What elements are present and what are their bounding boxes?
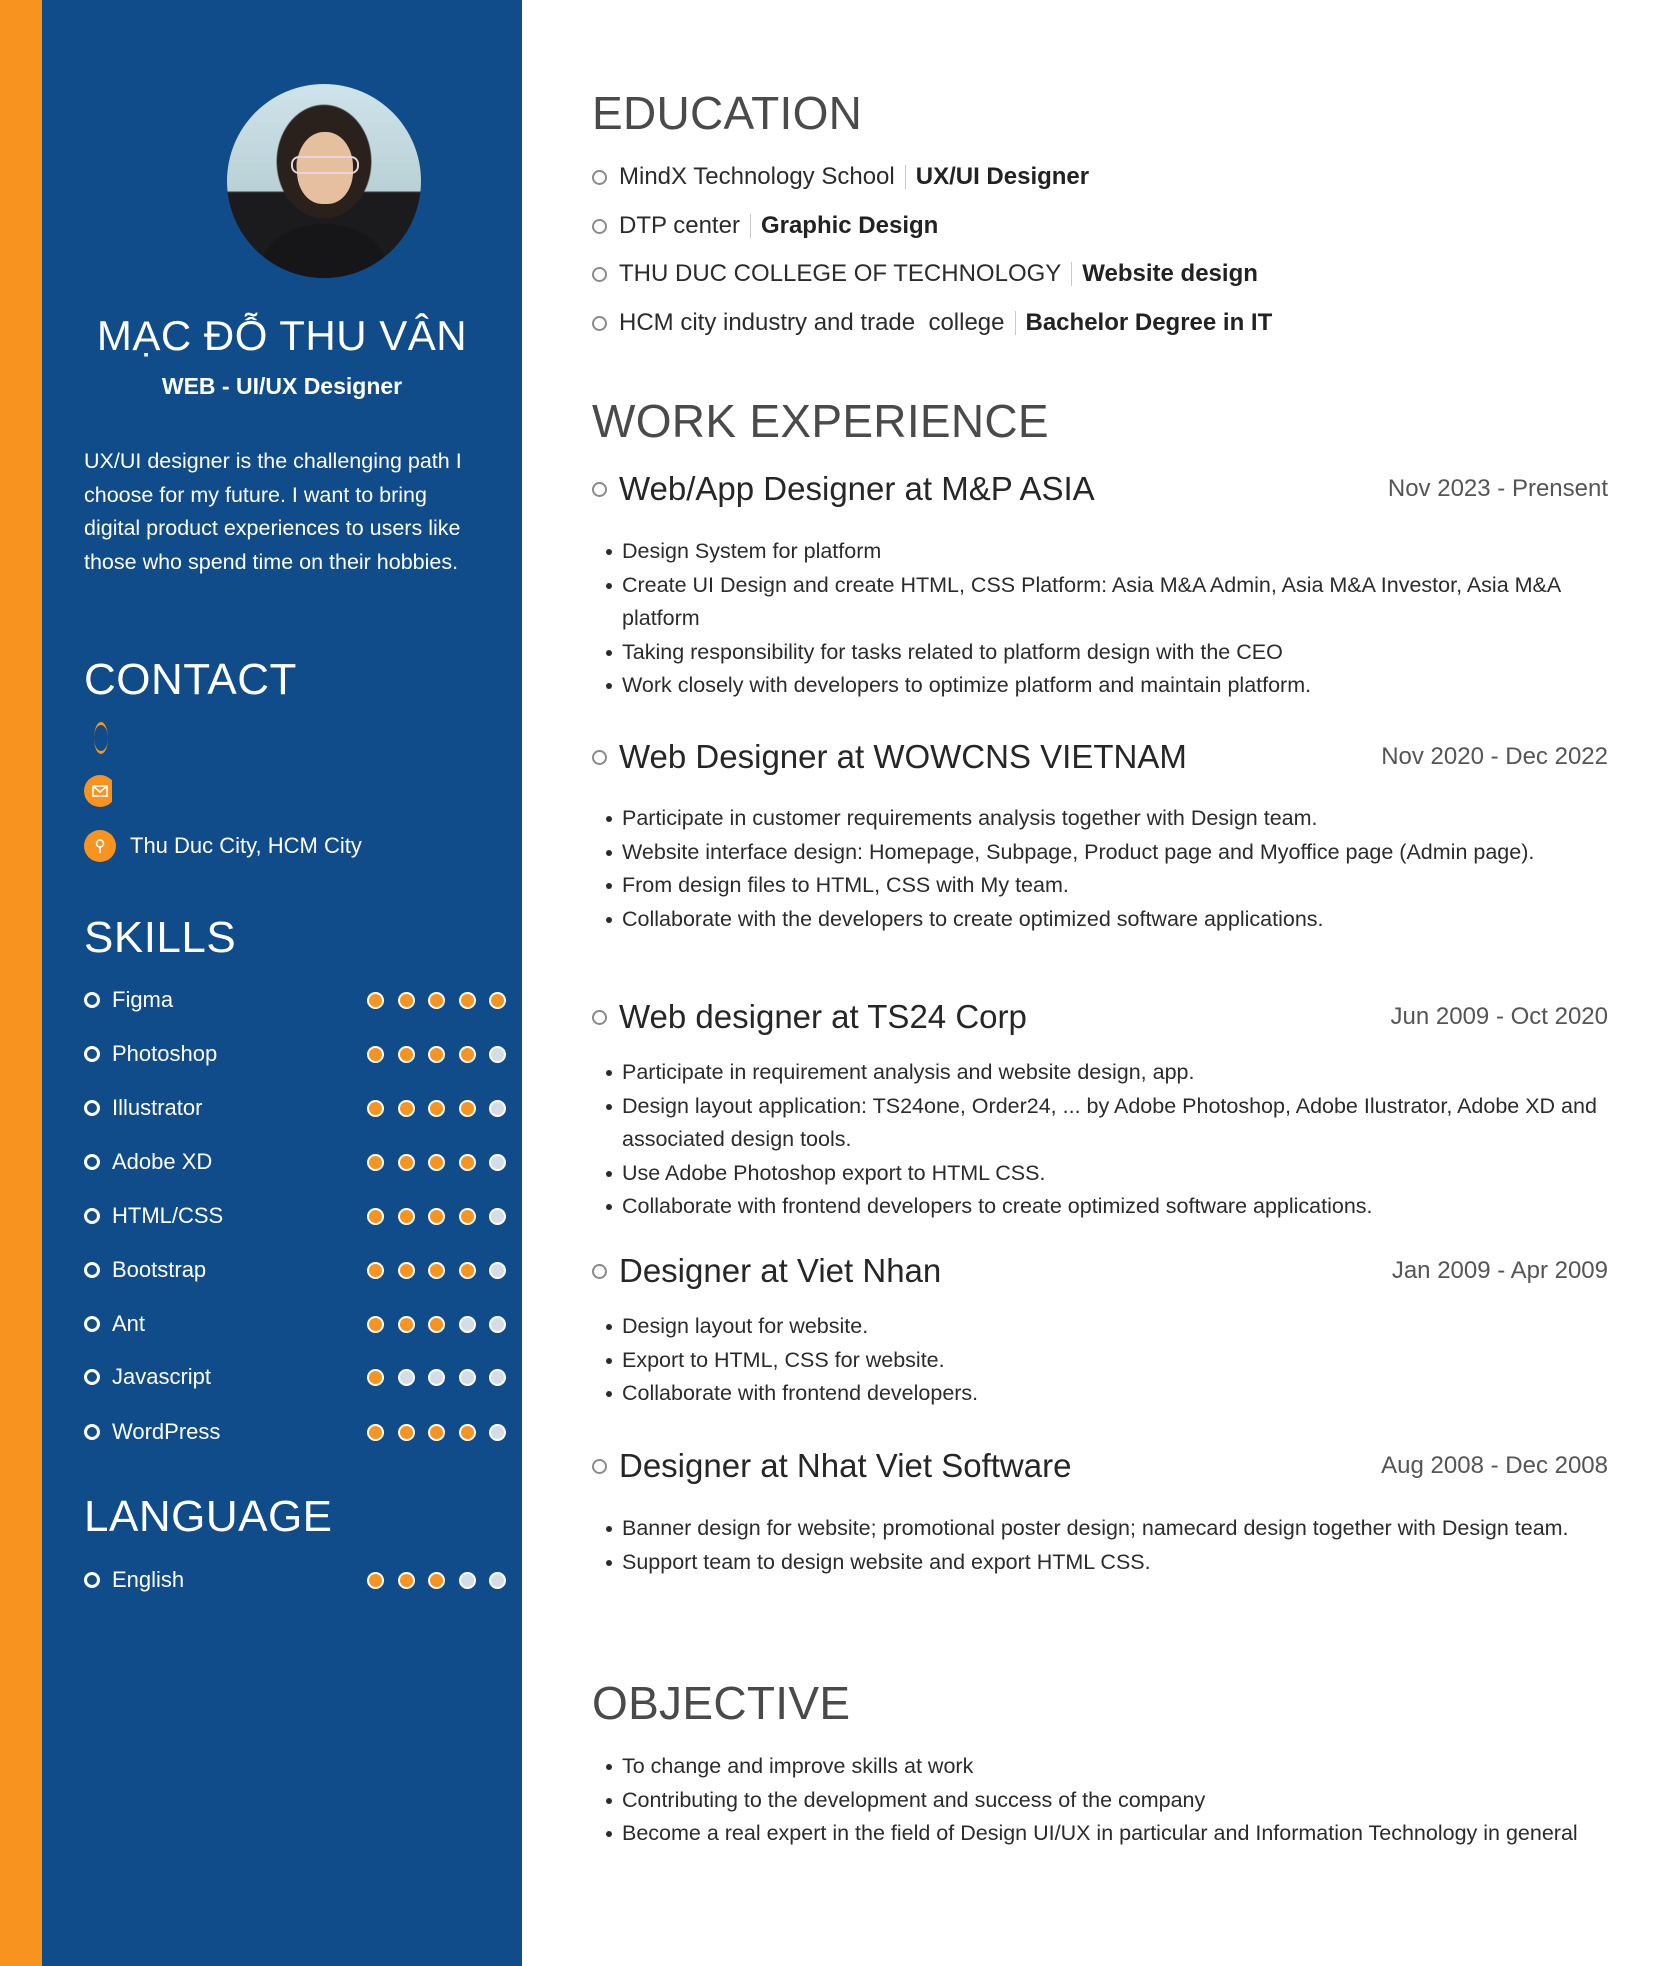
job-bullet: Design layout for website. (622, 1310, 1608, 1344)
contact-email[interactable] (84, 775, 126, 807)
language-rating (367, 1572, 506, 1589)
language-name: English (112, 1567, 185, 1592)
rating-dot-filled-icon (398, 1154, 415, 1171)
divider (1015, 311, 1016, 335)
rating-dot-empty-icon (459, 1572, 476, 1589)
rating-dot-empty-icon (398, 1369, 415, 1386)
education-item (592, 309, 1272, 337)
experience-heading: WORK EXPERIENCE (592, 395, 1049, 447)
skills-heading: SKILLS (84, 913, 237, 962)
rating-dot-filled-icon (428, 1316, 445, 1333)
rating-dot-empty-icon (459, 1316, 476, 1333)
rating-dot-filled-icon (459, 1262, 476, 1279)
avatar-shirt (263, 224, 385, 278)
rating-dot-empty-icon (489, 1572, 506, 1589)
ring-bullet-icon (84, 1208, 100, 1224)
rating-dot-filled-icon (367, 1369, 384, 1386)
rating-dot-filled-icon (459, 1100, 476, 1117)
rating-dot-empty-icon (459, 1369, 476, 1386)
job-bullet: Banner design for website; promotional poster design; namecard design together with Design team. (622, 1512, 1608, 1546)
phone-icon (84, 722, 112, 754)
education-degree: Graphic Design (760, 212, 939, 239)
job-bullet: Design System for platform (622, 535, 1608, 569)
ring-bullet-icon (84, 1262, 100, 1278)
job-bullets (622, 1056, 1608, 1224)
job-bullet: Use Adobe Photoshop export to HTML CSS. (622, 1157, 1608, 1191)
skill-row (84, 1310, 506, 1338)
email-icon (84, 775, 112, 807)
ring-bullet-icon (592, 267, 607, 282)
rating-dot-filled-icon (428, 1208, 445, 1225)
job-bullet: Taking responsibility for tasks related to platform design with the CEO (622, 636, 1608, 670)
ring-bullet-icon (592, 482, 607, 497)
ring-bullet-icon (592, 1459, 607, 1474)
skill-row (84, 1363, 506, 1391)
skill-name: Photoshop (112, 1041, 218, 1066)
rating-dot-filled-icon (459, 992, 476, 1009)
job-date: Aug 2008 - Dec 2008 (1381, 1452, 1608, 1479)
objective-bullet: To change and improve skills at work (622, 1750, 1608, 1784)
skill-rating (367, 1046, 506, 1063)
rating-dot-filled-icon (367, 1154, 384, 1171)
education-degree: UX/UI Designer (915, 163, 1090, 190)
skill-name: Adobe XD (112, 1149, 213, 1174)
job-title: Web Designer at WOWCNS VIETNAM (619, 738, 1187, 775)
job-header (592, 1252, 1608, 1290)
rating-dot-filled-icon (428, 1424, 445, 1441)
divider (905, 165, 906, 189)
job-bullets (622, 1310, 1608, 1411)
avatar (227, 84, 421, 278)
rating-dot-empty-icon (489, 1262, 506, 1279)
education-degree: Website design (1082, 260, 1258, 287)
rating-dot-empty-icon (489, 1424, 506, 1441)
education-degree: Bachelor Degree in IT (1025, 309, 1273, 336)
divider (1071, 262, 1072, 286)
contact-location (84, 830, 362, 862)
rating-dot-filled-icon (367, 1208, 384, 1225)
ring-bullet-icon (592, 750, 607, 765)
objective-list (622, 1750, 1608, 1851)
skill-name: Figma (112, 987, 174, 1012)
objective-bullet: Contributing to the development and success of the company (622, 1784, 1608, 1818)
education-school: HCM city industry and trade college (619, 309, 1005, 336)
skill-name: Illustrator (112, 1095, 203, 1120)
ring-bullet-icon (592, 1264, 607, 1279)
job-title: Designer at Viet Nhan (619, 1252, 942, 1289)
rating-dot-empty-icon (489, 1046, 506, 1063)
job-date: Nov 2023 - Prensent (1387, 475, 1608, 502)
rating-dot-filled-icon (367, 1262, 384, 1279)
ring-bullet-icon (84, 1572, 100, 1588)
rating-dot-filled-icon (459, 1424, 476, 1441)
language-heading: LANGUAGE (84, 1492, 333, 1541)
ring-bullet-icon (592, 316, 607, 331)
ring-bullet-icon (84, 992, 100, 1008)
job-bullet: Support team to design website and export HTML CSS. (622, 1546, 1608, 1580)
job-header (592, 738, 1608, 776)
job-bullets (622, 802, 1608, 936)
job-bullets (622, 535, 1608, 703)
ring-bullet-icon (592, 219, 607, 234)
skill-rating (367, 1424, 506, 1441)
skill-row (84, 1094, 506, 1122)
job-bullet: Design layout application: TS24one, Order24, ... by Adobe Photoshop, Adobe Ilustrator, Adobe XD and associated design tools. (622, 1090, 1608, 1157)
rating-dot-filled-icon (398, 1262, 415, 1279)
skill-rating (367, 1316, 506, 1333)
skill-rating (367, 1154, 506, 1171)
rating-dot-filled-icon (428, 1100, 445, 1117)
skill-rating (367, 1100, 506, 1117)
ring-bullet-icon (592, 170, 607, 185)
rating-dot-empty-icon (489, 1100, 506, 1117)
contact-phone[interactable] (84, 722, 126, 754)
rating-dot-filled-icon (398, 1046, 415, 1063)
ring-bullet-icon (84, 1154, 100, 1170)
skill-row (84, 1418, 506, 1446)
ring-bullet-icon (84, 1316, 100, 1332)
job-bullets (622, 1512, 1608, 1579)
objective-heading: OBJECTIVE (592, 1677, 851, 1729)
ring-bullet-icon (84, 1046, 100, 1062)
skill-row (84, 1148, 506, 1176)
rating-dot-filled-icon (398, 1316, 415, 1333)
job-date: Jan 2009 - Apr 2009 (1391, 1257, 1608, 1284)
ring-bullet-icon (84, 1369, 100, 1385)
rating-dot-filled-icon (428, 1046, 445, 1063)
job-header (592, 1447, 1608, 1485)
rating-dot-filled-icon (459, 1208, 476, 1225)
rating-dot-filled-icon (428, 1154, 445, 1171)
rating-dot-filled-icon (428, 992, 445, 1009)
rating-dot-empty-icon (428, 1369, 445, 1386)
job-title: Designer at Nhat Viet Software (619, 1447, 1072, 1484)
rating-dot-empty-icon (489, 1316, 506, 1333)
skill-name: Ant (112, 1311, 146, 1336)
job-date: Nov 2020 - Dec 2022 (1381, 743, 1608, 770)
location-icon (84, 830, 116, 862)
skill-rating (367, 1208, 506, 1225)
job-bullet: Collaborate with frontend developers to create optimized software applications. (622, 1190, 1608, 1224)
skill-row (84, 1256, 506, 1284)
rating-dot-filled-icon (367, 1046, 384, 1063)
rating-dot-filled-icon (459, 1154, 476, 1171)
job-bullet: Create UI Design and create HTML, CSS Platform: Asia M&A Admin, Asia M&A Investor, Asia M&A platform (622, 569, 1608, 636)
rating-dot-empty-icon (489, 1369, 506, 1386)
rating-dot-empty-icon (489, 1154, 506, 1171)
accent-strip (0, 0, 42, 1966)
candidate-name: MẠC ĐỖ THU VÂN (96, 312, 468, 359)
education-school: THU DUC COLLEGE OF TECHNOLOGY (619, 260, 1062, 287)
education-item (592, 260, 1258, 288)
rating-dot-filled-icon (398, 1100, 415, 1117)
candidate-role: WEB - UI/UX Designer (161, 373, 403, 399)
rating-dot-filled-icon (398, 1208, 415, 1225)
job-bullet: Website interface design: Homepage, Subpage, Product page and Myoffice page (Admin page). (622, 836, 1608, 870)
job-bullet: Work closely with developers to optimize platform and maintain platform. (622, 669, 1608, 703)
rating-dot-filled-icon (428, 1572, 445, 1589)
job-title: Web/App Designer at M&P ASIA (619, 470, 1095, 507)
education-item (592, 163, 1089, 191)
rating-dot-filled-icon (489, 992, 506, 1009)
skill-rating (367, 992, 506, 1009)
job-bullet: Participate in customer requirements analysis together with Design team. (622, 802, 1608, 836)
skill-name: Bootstrap (112, 1257, 207, 1282)
sidebar (42, 0, 522, 1966)
job-bullet: From design files to HTML, CSS with My team. (622, 869, 1608, 903)
skill-row (84, 1040, 506, 1068)
rating-dot-filled-icon (398, 1572, 415, 1589)
skill-name: WordPress (112, 1419, 221, 1444)
rating-dot-filled-icon (398, 992, 415, 1009)
rating-dot-filled-icon (367, 1316, 384, 1333)
job-bullet: Export to HTML, CSS for website. (622, 1344, 1608, 1378)
rating-dot-empty-icon (489, 1208, 506, 1225)
avatar-glasses (291, 156, 359, 174)
contact-heading: CONTACT (84, 655, 297, 704)
ring-bullet-icon (84, 1100, 100, 1116)
skill-row (84, 986, 506, 1014)
contact-location-text: Thu Duc City, HCM City (130, 833, 362, 858)
job-bullet: Participate in requirement analysis and website design, app. (622, 1056, 1608, 1090)
job-date: Jun 2009 - Oct 2020 (1390, 1003, 1608, 1030)
profile-summary: UX/UI designer is the challenging path I choose for my future. I want to bring digital product experiences to users like those who spend time on their hobbies. (84, 449, 462, 574)
rating-dot-filled-icon (459, 1046, 476, 1063)
ring-bullet-icon (84, 1424, 100, 1440)
skill-name: Javascript (112, 1364, 212, 1389)
rating-dot-filled-icon (367, 1424, 384, 1441)
rating-dot-filled-icon (398, 1424, 415, 1441)
education-item (592, 212, 938, 240)
skill-row (84, 1202, 506, 1230)
ring-bullet-icon (592, 1010, 607, 1025)
job-title: Web designer at TS24 Corp (619, 998, 1027, 1035)
job-bullet: Collaborate with the developers to create optimized software applications. (622, 903, 1608, 937)
job-header (592, 470, 1608, 508)
rating-dot-filled-icon (428, 1262, 445, 1279)
skill-rating (367, 1262, 506, 1279)
divider (750, 214, 751, 238)
education-school: DTP center (619, 212, 740, 239)
objective-bullet: Become a real expert in the field of Design UI/UX in particular and Information Technology in general (622, 1817, 1608, 1851)
rating-dot-filled-icon (367, 992, 384, 1009)
rating-dot-filled-icon (367, 1572, 384, 1589)
skill-rating (367, 1369, 506, 1386)
rating-dot-filled-icon (367, 1100, 384, 1117)
job-bullet: Collaborate with frontend developers. (622, 1377, 1608, 1411)
job-header (592, 998, 1608, 1036)
language-row (84, 1566, 506, 1594)
education-heading: EDUCATION (592, 87, 863, 139)
education-school: MindX Technology School (619, 163, 895, 190)
skill-name: HTML/CSS (112, 1203, 224, 1228)
